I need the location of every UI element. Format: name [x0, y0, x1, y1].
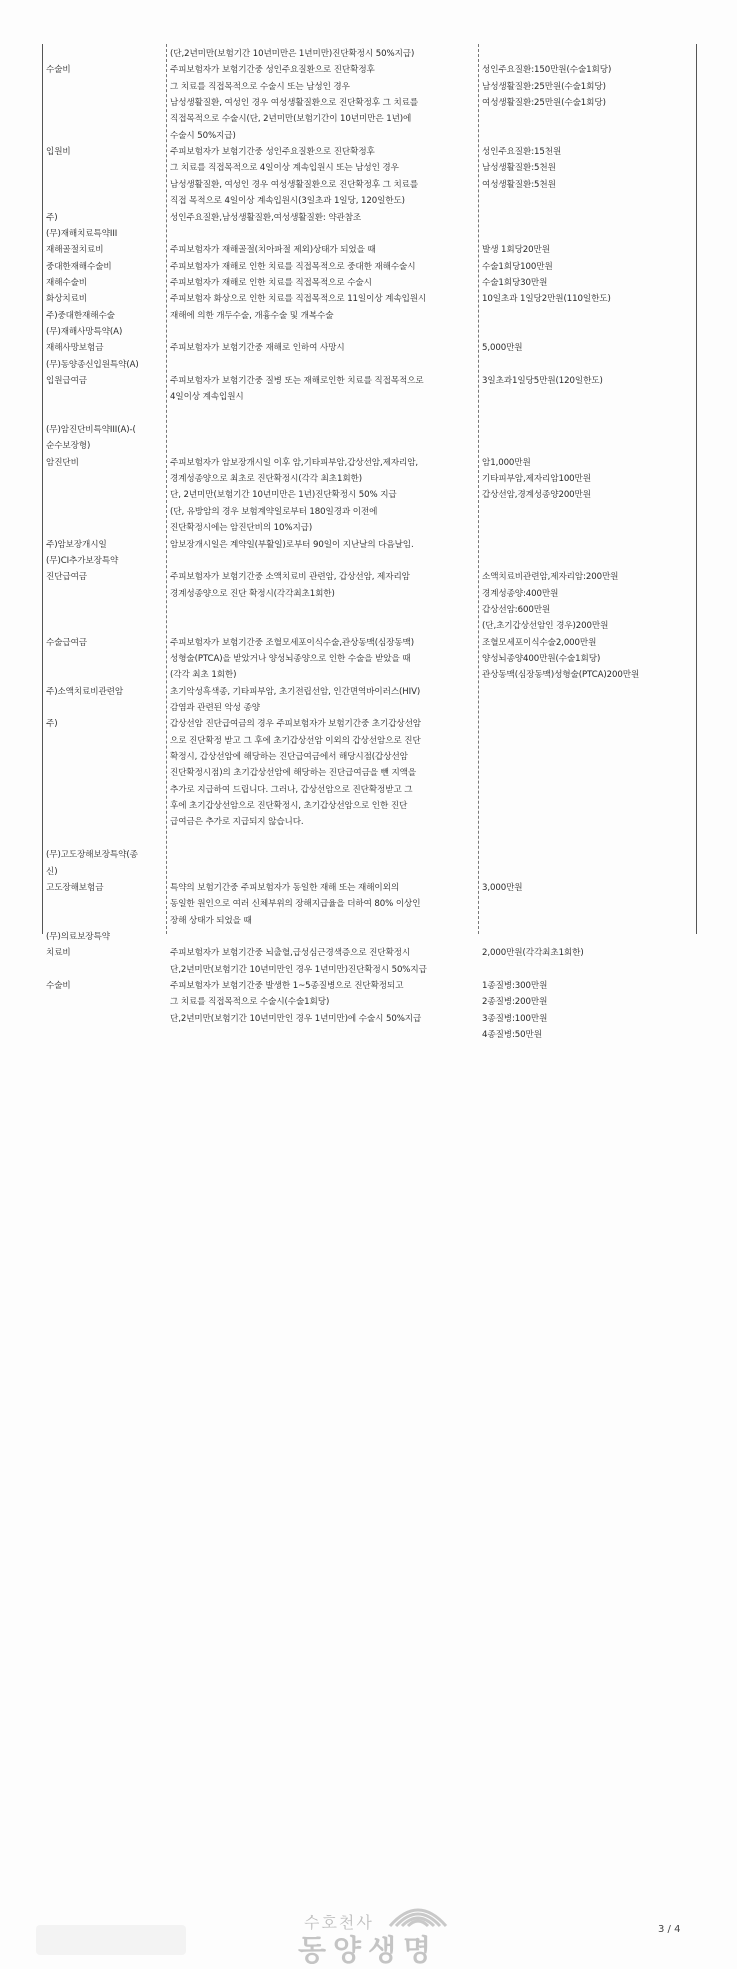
row-description: 그 치료를 직접목적으로 수술시 또는 남성인 경우 — [170, 81, 350, 92]
row-description: 단, 2년미만(보험기간 10년미만은 1년)진단확정시 50% 지급 — [170, 490, 397, 501]
row-description: (단,2년미만(보험기간 10년미만은 1년미만)진단확정시 50%지급) — [170, 49, 415, 59]
row-label: 주) — [46, 719, 58, 730]
row-amount: 수술1회당100만원 — [482, 261, 553, 272]
row-amount: 갑상선암:600만원 — [482, 604, 551, 615]
row-description: (각각 최초 1회한) — [170, 670, 237, 681]
logo-tagline: 수호천사 — [304, 1913, 374, 1932]
row-amount: 2종질병:200만원 — [482, 997, 548, 1008]
row-amount: 1종질병:300만원 — [482, 980, 548, 991]
row-description: 주피보험자가 보험기간중 성인주요질환으로 진단확정후 — [170, 147, 375, 158]
row-description: 암보장개시일은 계약일(부활일)로부터 90일이 지난날의 다음날임. — [170, 539, 414, 550]
row-description: 주피보험자가 재해로 인한 치료를 직접목적으로 중대한 재해수술시 — [170, 261, 416, 272]
row-description: 확정시, 갑상선암에 해당하는 진단급여금에서 해당시점(갑상선암 — [170, 752, 408, 763]
row-label: (무)고도장해보장특약(종 — [46, 850, 138, 861]
row-description: 동일한 원인으로 여러 신체부위의 장해지급율을 더하여 80% 이상인 — [170, 899, 421, 910]
row-label: (무)의료보장특약 — [46, 931, 110, 942]
column-separator-2 — [478, 44, 479, 934]
row-description: 주피보험자가 보험기간중 재해로 인하여 사망시 — [170, 343, 345, 354]
row-description: 남성생활질환, 여성인 경우 여성생활질환으로 진단확정후 그 치료를 — [170, 179, 419, 190]
row-description: 경계성종양으로 진단 확정시(각각최초1회한) — [170, 588, 335, 599]
row-amount: 2,000만원(각각최초1회한) — [482, 948, 584, 959]
row-amount: 수술1회당30만원 — [482, 277, 548, 288]
row-description: 성형술(PTCA)을 받았거나 양성뇌종양으로 인한 수술을 받았을 때 — [170, 653, 411, 664]
page-number: 3 / 4 — [658, 1924, 681, 1935]
row-amount: 갑상선암,경계성종양200만원 — [482, 490, 591, 501]
row-description: 주피보험자가 보험기간중 소액치료비 관련암, 갑상선암, 제자리암 — [170, 572, 410, 583]
row-label: (무)CI추가보장특약 — [46, 555, 119, 566]
row-amount: 경계성종양:400만원 — [482, 588, 559, 599]
row-description: 수술시 50%지급) — [170, 130, 236, 141]
row-label: (무)동양종신입원특약(A) — [46, 359, 139, 370]
row-description: 주피보험자가 암보장개시일 이후 암,기타피부암,갑상선암,제자리암, — [170, 457, 419, 468]
row-label: (무)재해사망특약(A) — [46, 326, 123, 337]
row-amount: 3,000만원 — [482, 882, 523, 893]
row-amount: 암1,000만원 — [482, 457, 531, 468]
redacted-area — [36, 1925, 186, 1955]
row-description: 그 치료를 직접목적으로 수술시(수술1회당) — [170, 997, 330, 1008]
row-amount: 여성생활질환:25만원(수술1회당) — [482, 98, 606, 109]
row-label: 순수보장형) — [46, 441, 91, 452]
row-label: 주) — [46, 212, 58, 223]
table-left-border — [42, 44, 43, 934]
row-label: 주)중대한재해수술 — [46, 310, 115, 321]
row-label: 고도장해보험금 — [46, 882, 104, 893]
row-description: 단,2년미만(보험기간 10년미만인 경우 1년미만)에 수술시 50%지급 — [170, 1013, 422, 1024]
row-amount: 10일초과 1일당2만원(110일한도) — [482, 294, 611, 305]
row-label: 입원급여금 — [46, 376, 88, 386]
row-description: 진단확정시점)의 초기갑상선암에 해당하는 진단급여금을 뺀 지액을 — [170, 768, 417, 779]
row-label: 재해수술비 — [46, 277, 88, 288]
row-description: 으로 진단확정 받고 그 후에 초기갑상선암 이외의 갑상선암으로 진단 — [170, 735, 421, 746]
row-amount: 양성뇌종양400만원(수술1회당) — [482, 653, 601, 664]
row-amount: 조혈모세포이식수술2,000만원 — [482, 637, 597, 648]
row-description: 남성생활질환, 여성인 경우 여성생활질환으로 진단확정후 그 치료를 — [170, 98, 419, 109]
row-amount: (단,초기갑상선암인 경우)200만원 — [482, 621, 609, 632]
row-amount: 3일초과1일당5만원(120일한도) — [482, 376, 603, 386]
row-description: 진단확정시에는 암진단비의 10%지급) — [170, 523, 313, 534]
row-label: 진단급여금 — [46, 572, 88, 583]
row-amount: 발생 1회당20만원 — [482, 245, 550, 256]
row-label: 재해사망보험금 — [46, 343, 104, 354]
row-description: 감염과 관련된 악성 종양 — [170, 703, 260, 713]
row-label: (무)암진단비특약III(A)-( — [46, 425, 136, 436]
row-description: 장해 상태가 되었을 때 — [170, 915, 252, 926]
row-label: 화상치료비 — [46, 294, 88, 305]
row-amount: 4종질병:50만원 — [482, 1030, 542, 1040]
row-amount: 3종질병:100만원 — [482, 1013, 548, 1024]
row-label: 입원비 — [46, 147, 71, 158]
row-description: 재해에 의한 개두수술, 개흉수술 및 개복수술 — [170, 310, 334, 321]
row-label: 수술비 — [46, 980, 71, 991]
row-description: (단, 유방암의 경우 보험계약일로부터 180일경과 이전에 — [170, 506, 378, 517]
column-separator-1 — [166, 44, 167, 934]
row-amount: 관상동맥(심장동맥)성형술(PTCA)200만원 — [482, 670, 640, 681]
table-right-border — [696, 44, 697, 934]
row-description: 성인주요질환,남성생활질환,여성생활질환: 약관참조 — [170, 212, 362, 223]
row-amount: 남성생활질환:25만원(수술1회당) — [482, 81, 606, 92]
row-description: 직접 목적으로 4일이상 계속입원시(3일초과 1일당, 120일한도) — [170, 196, 405, 207]
row-amount: 여성생활질환:5천원 — [482, 179, 556, 190]
row-amount: 성인주요질환:150만원(수술1회당) — [482, 65, 612, 76]
row-description: 주피보험자가 보험기간중 조혈모세포이식수술,관상동맥(심장동맥) — [170, 637, 415, 648]
row-description: 주피보험자가 보험기간중 뇌출혈,급성심근경색증으로 진단확정시 — [170, 948, 411, 959]
row-label: 재해골절치료비 — [46, 245, 104, 256]
company-logo-text: 동양생명 — [298, 1933, 439, 1967]
row-description: 추가로 지급하여 드립니다. 그러나, 갑상선암으로 진단확정받고 그 — [170, 784, 413, 795]
row-description: 4일이상 계속입원시 — [170, 392, 244, 403]
row-amount: 5,000만원 — [482, 343, 523, 354]
row-description: 경계성종양으로 최초로 진단확정시(각각 최초1회한) — [170, 474, 363, 485]
row-amount: 기타피부암,제자리암100만원 — [482, 474, 591, 485]
company-logo-wave-icon — [388, 1902, 448, 1928]
row-description: 특약의 보험기간중 주피보험자가 동일한 재해 또는 재해이외의 — [170, 882, 400, 893]
row-description: 주피보험자가 재해골절(치아파절 제외)상태가 되었을 때 — [170, 245, 376, 256]
row-label: 치료비 — [46, 948, 71, 959]
row-description: 초기악성흑색종, 기타피부암, 초기전립선암, 인간면역바이러스(HIV) — [170, 686, 421, 697]
row-description: 직접목적으로 수술시(단, 2년미만(보험기간이 10년미만은 1년)에 — [170, 114, 412, 125]
row-amount: 소액치료비관련암,제자리암:200만원 — [482, 572, 619, 583]
row-label: 주)암보장개시일 — [46, 539, 107, 550]
row-label: 중대한재해수술비 — [46, 261, 112, 272]
row-description: 주피보험자가 보험기간중 발생한 1~5종질병으로 진단확정되고 — [170, 980, 404, 991]
row-label: 암진단비 — [46, 457, 79, 468]
row-label: 주)소액치료비관련암 — [46, 686, 124, 697]
row-label: (무)재해치료특약III — [46, 228, 118, 239]
row-description: 주피보험자가 보험기간중 성인주요질환으로 진단확정후 — [170, 65, 375, 76]
row-amount: 남성생활질환:5천원 — [482, 163, 556, 174]
row-description: 그 치료를 직접목적으로 4일이상 계속입원시 또는 남성인 경우 — [170, 163, 399, 174]
row-description: 주피보험자가 보험기간중 질병 또는 재해로인한 치료를 직접목적으로 — [170, 376, 424, 386]
row-description: 급여금은 추가로 지급되지 않습니다. — [170, 817, 304, 828]
row-description: 주피보험자가 재해로 인한 치료를 직접목적으로 수술시 — [170, 277, 372, 288]
row-description: 단,2년미만(보험기간 10년미만인 경우 1년미만)진단확정시 50%지급 — [170, 964, 427, 975]
row-description: 주피보험자 화상으로 인한 치료를 직접목적으로 11일이상 계속입원시 — [170, 294, 427, 305]
row-label: 신) — [46, 866, 58, 877]
row-label: 수술급여금 — [46, 637, 88, 648]
row-description: 갑상선암 진단급여금의 경우 주피보험자가 보험기간중 초기갑상선암 — [170, 719, 422, 730]
row-amount: 성인주요질환:15천원 — [482, 147, 562, 158]
row-description: 후에 초기갑상선암으로 진단확정시, 초기갑상선암으로 인한 진단 — [170, 801, 408, 812]
row-label: 수술비 — [46, 65, 71, 76]
